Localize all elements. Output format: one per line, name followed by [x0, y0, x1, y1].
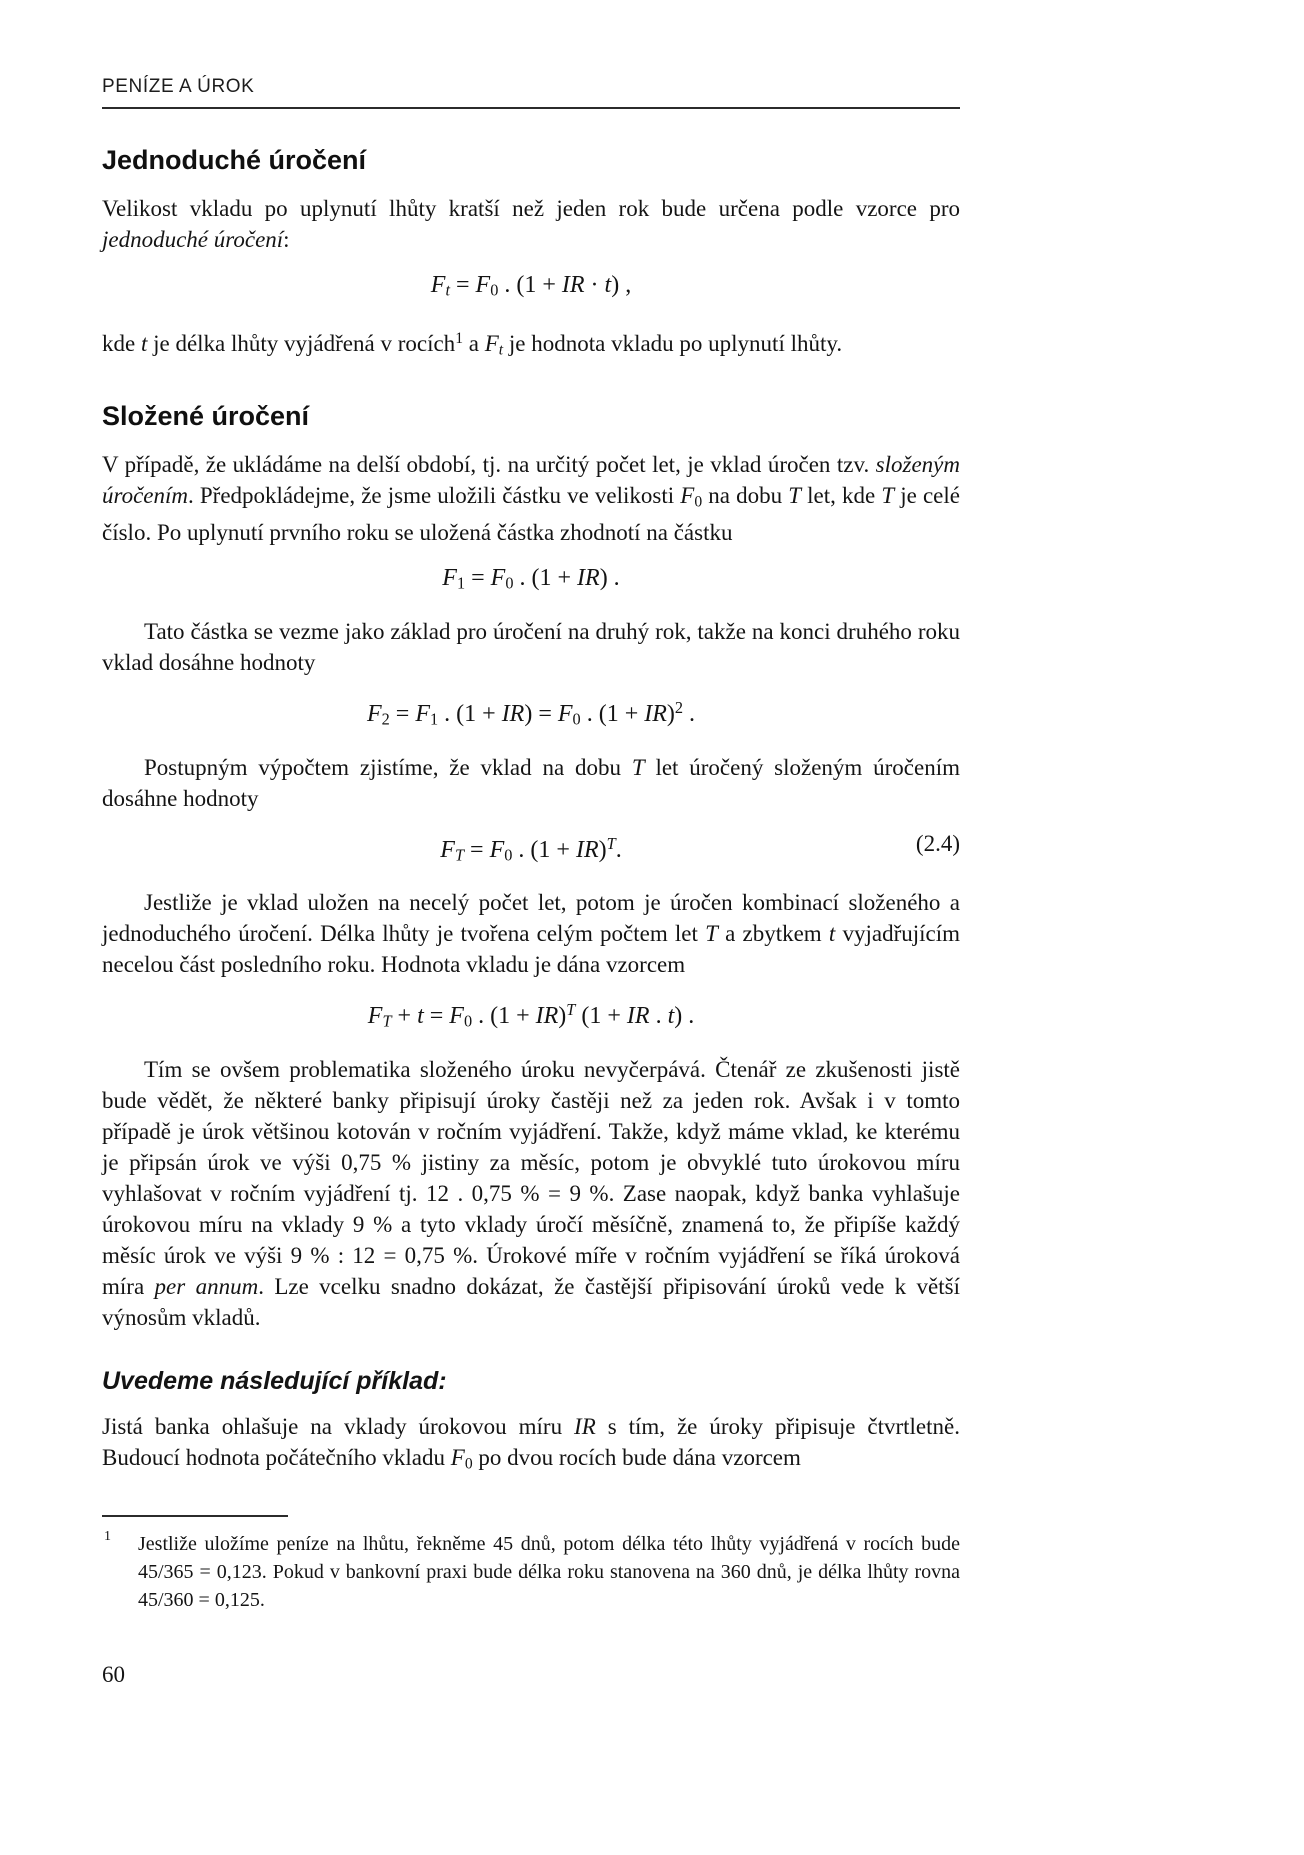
page-content	[102, 76, 960, 1688]
paragraph-compound-intro: V případě, že ukládáme na delší období, tj. na určitý počet let, je vklad úročen tzv. složeným úročením. Předpokládejme, že jsme uložili částku ve velikosti F0 na dobu T let, kde T je celé číslo. Po uplynutí prvního roku se uložená částka zhodnotí na částku	[102, 451, 960, 546]
paragraph-example: Jistá banka ohlašuje na vklady úrokovou míru IR s tím, že úroky připisuje čtvrtletně. Budoucí hodnota počátečního vkladu F0 po dvou rocích bude dána vzorcem	[102, 1414, 960, 1473]
paragraph-simple-intro: Velikost vkladu po uplynutí lhůty kratší než jeden rok bude určena podle vzorce pro jednoduché úročení:	[102, 196, 960, 252]
page-number: 60	[102, 1662, 125, 1688]
footnote-marker: 1	[104, 1529, 111, 1545]
paragraph-simple-where: kde t je délka lhůty vyjádřená v rocích$^1$ a Ft je hodnota vkladu po uplynutí lhůty.	[102, 329, 843, 358]
running-header	[102, 76, 960, 109]
formula-year-two: F2 = F1 . (1 + IR) = F0 . (1 + IR)$^2$ .	[366, 697, 696, 729]
paragraph-year-two: Tato částka se vezme jako základ pro úročení na druhý rok, takže na konci druhého roku vklad dosáhne hodnoty	[102, 618, 960, 675]
equation-number: (2.4)	[915, 830, 960, 856]
equation-row-compound	[102, 829, 960, 871]
paragraph-compounding-frequency: Tím se ovšem problematika složeného úroku nevyčerpává. Čtenář ze zkušenosti jistě bude vědět, že některé banky připisují úroky častěji než za jeden rok. Avšak i v tomto případě je úrok většinou kotován v ročním vyjádření. Takže, když máme vklad, ke kterému je připsán úrok ve výši 0,75 % jistiny za měsíc, potom je obvyklé tuto úrokovou míru vyhlašovat v ročním vyjádření tj. 12 . 0,75 % = 9 %. Zase naopak, když banka vyhlašuje úrokovou míru na vklady 9 % a tyto vklady úročí měsíčně, znamená to, že připíše každý měsíc úrok ve výši 9 % : 12 = 0,75 %. Úrokové míře v ročním vyjádření se říká úroková míra per annum. Lze vcelku snadno dokázat, že častější připisování úroků vede k větší výnosům vkladů.	[102, 1057, 960, 1331]
formula-year-one: F1 = F0 . (1 + IR) .	[442, 565, 620, 593]
paragraph-fractional-years: Jestliže je vklad uložen na necelý počet let, potom je úročen kombinací složeného a jednoduchého úročení. Délka lhůty je tvořena celým počtem let T a zbytkem t vyjadřujícím necelou část posledního roku. Hodnota vkladu je dána vzorcem	[102, 890, 960, 978]
heading-example: Uvedeme následující příklad:	[102, 1367, 447, 1396]
formula-simple-interest: Ft = F0 . (1 + IR · t) ,	[430, 272, 632, 300]
section-heading-compound-interest: Složené úročení	[102, 400, 310, 431]
section-heading-simple-interest: Jednoduché úročení	[102, 145, 367, 175]
footnote-separator	[102, 1515, 288, 1517]
formula-compound-T: FT = F0 . (1 + IR)$^T$.	[440, 833, 622, 865]
footnote-text: Jestliže uložíme peníze na lhůtu, řekněme 45 dnů, potom délka této lhůty vyjádřená v rocích bude 45/365 = 0,123. Pokud v bankovní praxi bude délka roku stanovena na 360 dnů, je délka lhůty rovna 45/360 = 0,125.	[138, 1533, 960, 1612]
paragraph-t-years: Postupným výpočtem zjistíme, že vklad na dobu T let úročený složeným úročením dosáhne hodnoty	[102, 754, 960, 811]
running-header-title: PENÍZE A ÚROK	[102, 76, 255, 97]
formula-fractional: FT + t = F0 . (1 + IR)$^T$ (1 + IR . t) .	[367, 1000, 695, 1032]
footnote-block	[102, 1515, 960, 1614]
footnote	[102, 1530, 960, 1614]
